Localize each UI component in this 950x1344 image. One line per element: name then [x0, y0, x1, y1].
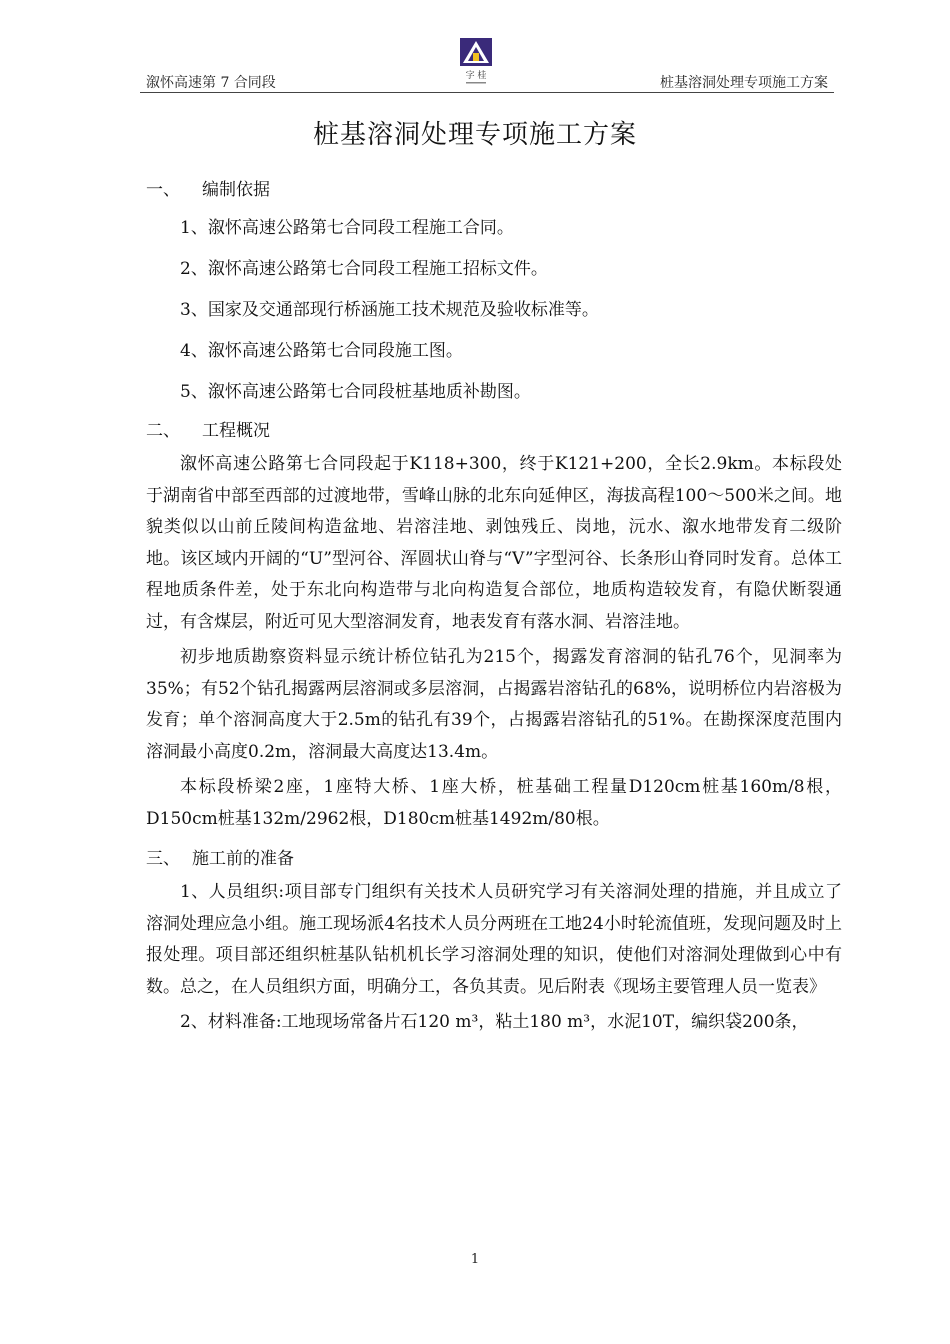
basis-item-2: 2、溆怀高速公路第七合同段工程施工招标文件。	[180, 259, 548, 279]
section-number: 三、	[146, 849, 180, 869]
svg-text:字 桂: 字 桂	[465, 71, 487, 81]
basis-item-5: 5、溆怀高速公路第七合同段桩基地质补勘图。	[180, 382, 531, 402]
section-heading-3	[146, 841, 842, 877]
logo-icon	[456, 38, 496, 86]
preparation-paragraph-2: 2、材料准备:工地现场常备片石120 m³，粘土180 m³，水泥10T，编织袋200条，	[180, 1012, 809, 1032]
document-body	[146, 172, 842, 1039]
overview-paragraph-3: 本标段桥梁2座，1座特大桥、1座大桥，桩基础工程量D120cm桩基160m/8根，D150cm桩基132m/2962根，D180cm桩基1492m/80根。	[146, 777, 842, 829]
basis-item-4: 4、溆怀高速公路第七合同段施工图。	[180, 341, 463, 361]
header-left-text: 溆怀高速第 7 合同段	[146, 75, 276, 91]
header-right-text: 桩基溶洞处理专项施工方案	[660, 75, 828, 91]
overview-paragraph-1: 溆怀高速公路第七合同段起于K118+300，终于K121+200，全长2.9km。本标段处于湖南省中部至西部的过渡地带，雪峰山脉的北东向延伸区，海拔高程100～500米之间。地貌类似以山前丘陵间构造盆地、岩溶洼地、剥蚀残丘、岗地，沅水、溆水地带发育二级阶地。该区域内开阔的“U”型河谷、浑圆状山脊与“V”字型河谷、长条形山脊同时发育。总体工程地质条件差，处于东北向构造带与北向构造复合部位，地质构造较发育，有隐伏断裂通过，有含煤层，附近可见大型溶洞发育，地表发育有落水洞、岩溶洼地。	[146, 454, 842, 632]
section-title: 施工前的准备	[192, 849, 294, 869]
section-heading-2	[146, 413, 842, 449]
section-title: 编制依据	[202, 180, 270, 200]
basis-item-3: 3、国家及交通部现行桥涵施工技术规范及验收标准等。	[180, 300, 599, 320]
company-logo	[456, 38, 496, 86]
section-heading-1	[146, 172, 842, 208]
section-number: 二、	[146, 421, 180, 441]
header-divider	[140, 92, 834, 93]
document-title: 桩基溶洞处理专项施工方案	[312, 120, 637, 150]
basis-item-1: 1、溆怀高速公路第七合同段工程施工合同。	[180, 218, 514, 238]
section-number: 一、	[146, 180, 180, 200]
preparation-paragraph-1: 1、人员组织:项目部专门组织有关技术人员研究学习有关溶洞处理的措施，并且成立了溶洞处理应急小组。施工现场派4名技术人员分两班在工地24小时轮流值班，发现问题及时上报处理。项目部还组织桩基队钻机机长学习溶洞处理的知识，使他们对溶洞处理做到心中有数。总之，在人员组织方面，明确分工，各负其责。见后附表《现场主要管理人员一览表》	[146, 882, 842, 997]
overview-paragraph-2: 初步地质勘察资料显示统计桥位钻孔为215个，揭露发育溶洞的钻孔76个，见洞率为35%；有52个钻孔揭露两层溶洞或多层溶洞，占揭露岩溶钻孔的68%，说明桥位内岩溶极为发育；单个溶洞高度大于2.5m的钻孔有39个，占揭露岩溶钻孔的51%。在勘探深度范围内溶洞最小高度0.2m，溶洞最大高度达13.4m。	[146, 647, 842, 762]
page-number: 1	[470, 1252, 480, 1267]
section-title: 工程概况	[202, 421, 270, 441]
